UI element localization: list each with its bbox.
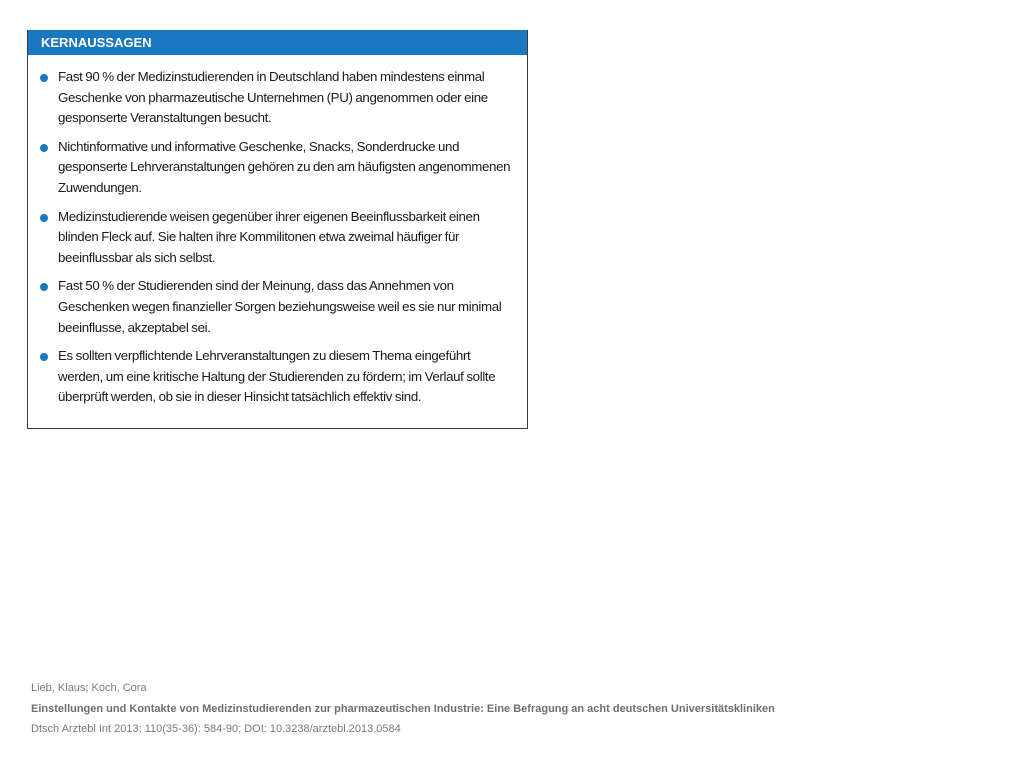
key-messages-list — [28, 67, 527, 416]
key-message-item — [28, 67, 527, 129]
key-messages-header: KERNAUSSAGEN — [28, 30, 527, 55]
key-message-item — [28, 346, 527, 408]
key-message-item — [28, 207, 527, 269]
key-message-text: Fast 90 % der Medizinstudierenden in Deutschland haben mindestens einmal Geschenke von pharmazeutische Unternehmen (PU) angenommen oder eine gesponserte Veranstaltungen besucht. — [58, 69, 488, 126]
key-message-item — [28, 276, 527, 338]
key-message-text: Medizinstudierende weisen gegenüber ihrer eigenen Beeinflussbarkeit einen blinden Fleck auf. Sie halten ihre Kommilitonen etwa zweimal häufiger für beeinflussbar als sich selbst. — [58, 208, 480, 265]
key-message-item — [28, 137, 527, 199]
citation-authors: Lieb, Klaus; Koch, Cora — [31, 682, 147, 694]
bullet-icon — [40, 353, 48, 361]
key-messages-box — [27, 30, 528, 429]
key-message-text: Fast 50 % der Studierenden sind der Meinung, dass das Annehmen von Geschenken wegen finanzieller Sorgen beziehungsweise weil es sie nur minimal beeinflusse, akzeptabel sei. — [58, 278, 502, 335]
bullet-icon — [40, 144, 48, 152]
bullet-icon — [40, 283, 48, 291]
citation-title: Einstellungen und Kontakte von Medizinstudierenden zur pharmazeutischen Industrie: Eine Befragung an acht deutschen Universitätskliniken — [31, 702, 775, 715]
key-message-text: Es sollten verpflichtende Lehrveranstaltungen zu diesem Thema eingeführt werden, um eine kritische Haltung der Studierenden zu fördern; im Verlauf sollte überprüft werden, ob sie in dieser Hinsicht tatsächlich effektiv sind. — [58, 348, 496, 405]
key-message-text: Nichtinformative und informative Geschenke, Snacks, Sonderdrucke und gesponserte Lehrveranstaltungen gehören zu den am häufigsten angenommenen Zuwendungen. — [58, 138, 511, 195]
bullet-icon — [40, 74, 48, 82]
citation-block — [31, 678, 775, 740]
citation-source: Dtsch Arztebl Int 2013; 110(35-36): 584-90; DOI: 10.3238/arztebl.2013.0584 — [31, 723, 401, 735]
bullet-icon — [40, 214, 48, 222]
